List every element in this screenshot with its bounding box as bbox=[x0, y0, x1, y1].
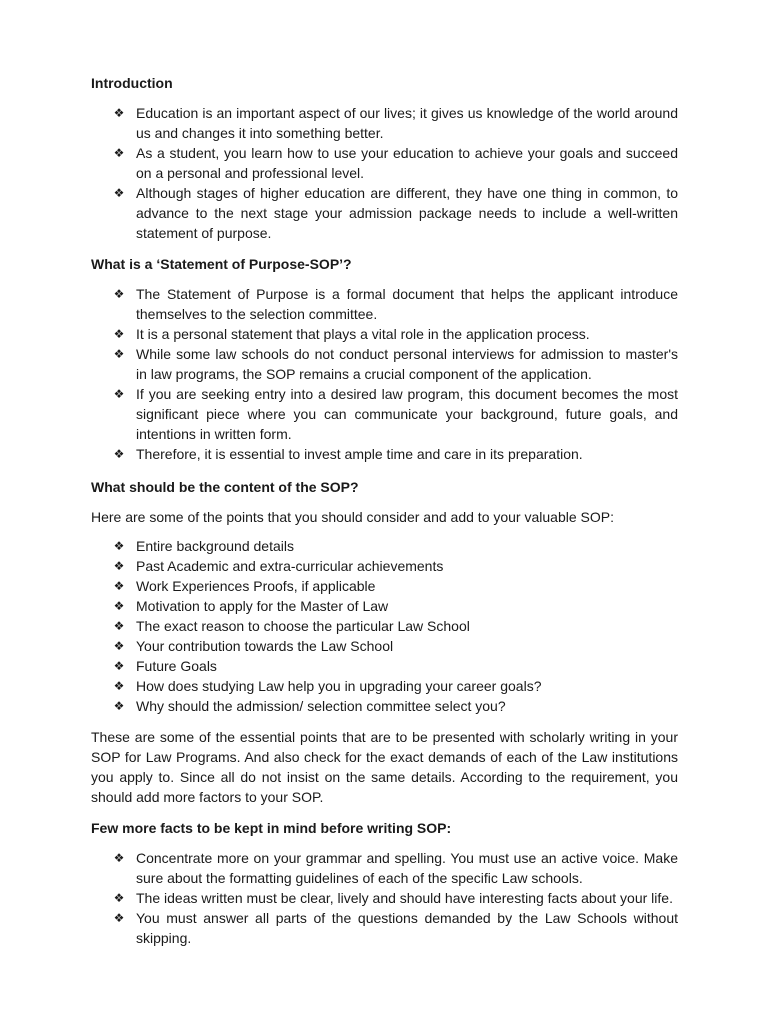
diamond-bullet-icon: ❖ bbox=[113, 599, 125, 613]
diamond-bullet-icon: ❖ bbox=[113, 659, 125, 673]
list-item: ❖ The Statement of Purpose is a formal document that helps the applicant introduce themselves to the selection committee. bbox=[113, 286, 678, 322]
diamond-bullet-icon: ❖ bbox=[113, 679, 125, 693]
intro-bullet-list bbox=[0, 103, 768, 243]
list-item: ❖ Education is an important aspect of our lives; it gives us knowledge of the world around us and changes it into something better. bbox=[113, 105, 678, 141]
list-item: ❖ Motivation to apply for the Master of Law bbox=[113, 598, 389, 614]
facts-bullet-list bbox=[0, 848, 768, 948]
list-item: ❖ Why should the admission/ selection committee select you? bbox=[113, 698, 506, 714]
list-item: ❖ As a student, you learn how to use your education to achieve your goals and succeed on a personal and professional level. bbox=[113, 145, 678, 181]
list-item: ❖ The ideas written must be clear, lively and should have interesting facts about your life. bbox=[113, 890, 673, 906]
list-item: ❖ The exact reason to choose the particular Law School bbox=[113, 618, 470, 634]
list-item: ❖ Your contribution towards the Law School bbox=[113, 638, 394, 654]
heading-few-more-facts: Few more facts to be kept in mind before writing SOP: bbox=[91, 820, 452, 836]
diamond-bullet-icon: ❖ bbox=[113, 146, 125, 160]
content-closing-paragraph: These are some of the essential points that are to be presented with scholarly writing in your SOP for Law Programs. And also check for the exact demands of each of the Law institutions you apply to. Since all do not insist on the same details. According to the requirement, you should add more factors to your SOP. bbox=[91, 729, 678, 805]
diamond-bullet-icon: ❖ bbox=[113, 186, 125, 200]
list-item: ❖ It is a personal statement that plays a vital role in the application process. bbox=[113, 326, 590, 342]
list-item: ❖ You must answer all parts of the questions demanded by the Law Schools without skipping. bbox=[113, 910, 678, 946]
list-item: ❖ While some law schools do not conduct personal interviews for admission to master's in law programs, the SOP remains a crucial component of the application. bbox=[113, 346, 678, 382]
diamond-bullet-icon: ❖ bbox=[113, 851, 125, 865]
diamond-bullet-icon: ❖ bbox=[113, 699, 125, 713]
list-item: ❖ Past Academic and extra-curricular achievements bbox=[113, 558, 444, 574]
diamond-bullet-icon: ❖ bbox=[113, 559, 125, 573]
content-intro-paragraph: Here are some of the points that you should consider and add to your valuable SOP: bbox=[91, 509, 614, 525]
diamond-bullet-icon: ❖ bbox=[113, 891, 125, 905]
diamond-bullet-icon: ❖ bbox=[113, 639, 125, 653]
list-item: ❖ Future Goals bbox=[113, 658, 217, 674]
heading-what-is-sop: What is a ‘Statement of Purpose-SOP’? bbox=[91, 256, 352, 272]
diamond-bullet-icon: ❖ bbox=[113, 327, 125, 341]
list-item: ❖ Therefore, it is essential to invest ample time and care in its preparation. bbox=[113, 446, 583, 462]
diamond-bullet-icon: ❖ bbox=[113, 347, 125, 361]
list-item: ❖ If you are seeking entry into a desired law program, this document becomes the most significant piece where you can communicate your background, future goals, and intentions in written form. bbox=[113, 386, 678, 442]
list-item: ❖ Concentrate more on your grammar and spelling. You must use an active voice. Make sure about the formatting guidelines of each of the specific Law schools. bbox=[113, 850, 678, 886]
list-item: ❖ Entire background details bbox=[113, 538, 294, 554]
list-item: ❖ Although stages of higher education are different, they have one thing in common, to advance to the next stage your admission package needs to include a well-written statement of purpose. bbox=[113, 185, 678, 241]
heading-content-of-sop: What should be the content of the SOP? bbox=[91, 479, 359, 495]
what-is-bullet-list bbox=[0, 284, 768, 464]
diamond-bullet-icon: ❖ bbox=[113, 579, 125, 593]
list-item: ❖ Work Experiences Proofs, if applicable bbox=[113, 578, 376, 594]
list-item: ❖ How does studying Law help you in upgrading your career goals? bbox=[113, 678, 542, 694]
diamond-bullet-icon: ❖ bbox=[113, 619, 125, 633]
diamond-bullet-icon: ❖ bbox=[113, 911, 125, 925]
diamond-bullet-icon: ❖ bbox=[113, 387, 125, 401]
content-bullet-list bbox=[0, 536, 768, 716]
diamond-bullet-icon: ❖ bbox=[113, 106, 125, 120]
diamond-bullet-icon: ❖ bbox=[113, 287, 125, 301]
heading-introduction: Introduction bbox=[91, 75, 173, 91]
diamond-bullet-icon: ❖ bbox=[113, 447, 125, 461]
diamond-bullet-icon: ❖ bbox=[113, 539, 125, 553]
